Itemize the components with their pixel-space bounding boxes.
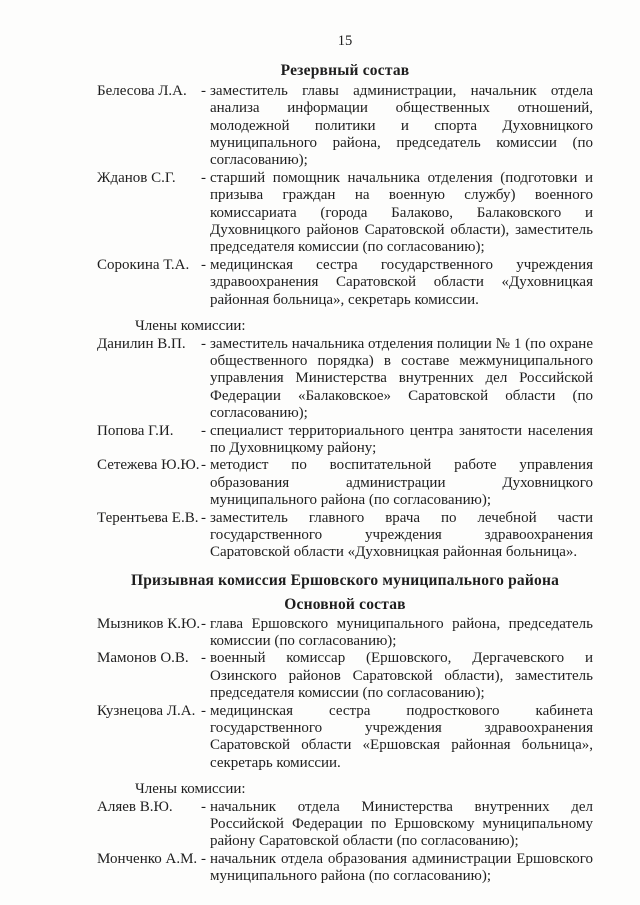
member-description-text: глава Ершовского муниципального района, председатель комиссии (по согласованию); [210, 615, 593, 649]
member-description [201, 615, 593, 651]
member-description [201, 335, 593, 423]
member-description-text: заместитель главного врача по лечебной части государственного учреждения здравоохранения Саратовской области «Духовницкая районная больница». [210, 509, 593, 561]
member-description [201, 457, 593, 509]
dash-separator: - [201, 798, 206, 815]
member-name: Терентьева Е.В. [97, 509, 199, 526]
member-entry [97, 650, 593, 702]
member-name: Аляев В.Ю. [97, 798, 173, 815]
commission-members-label: Члены комиссии: [135, 781, 246, 798]
member-name: Мамонов О.В. [97, 650, 189, 667]
member-description [201, 256, 593, 309]
page-number: 15 [337, 33, 353, 49]
section-ershov-commission [97, 572, 593, 886]
commission-title: Призывная комиссия Ершовского муниципального района [130, 571, 560, 589]
member-name: Белесова Л.А. [97, 82, 187, 99]
dash-separator: - [201, 850, 206, 867]
dash-separator: - [201, 650, 206, 667]
member-description [201, 422, 593, 458]
member-description-text: специалист территориального центра занятости населения по Духовницкому району; [210, 422, 593, 456]
member-entry [97, 703, 593, 773]
member-name: Данилин В.П. [97, 335, 186, 352]
member-entry [97, 799, 593, 851]
member-description-text: военный комиссар (Ершовского, Дергачевского и Озинского районов Саратовской области), заместитель председателя комиссии (по согласованию); [210, 650, 593, 702]
dash-separator: - [201, 256, 206, 273]
member-name: Сетежева Ю.Ю. [97, 457, 200, 474]
dash-separator: - [201, 335, 206, 352]
section-reserve-composition [97, 62, 593, 561]
member-description-text: медицинская сестра государственного учреждения здравоохранения Саратовской области «Духовницкая районная больница», секретарь комиссии. [210, 256, 593, 308]
dash-separator: - [201, 457, 206, 474]
member-description-text: медицинская сестра подросткового кабинета государственного учреждения здравоохранения Саратовской области «Ершовская районная больница», секретарь комиссии. [210, 702, 593, 771]
member-description-text: заместитель начальника отделения полиции № 1 (по охране общественного порядка) в составе межмуниципального управления Министерства внутренних дел Российской Федерации «Балаковское» Саратовской области (по согласованию); [210, 335, 593, 422]
dash-separator: - [201, 169, 206, 186]
member-entry [97, 257, 593, 309]
dash-separator: - [201, 702, 206, 719]
member-entry [97, 336, 593, 423]
member-description [201, 650, 593, 702]
member-description [201, 509, 593, 562]
member-description [201, 850, 593, 886]
member-entry [97, 170, 593, 257]
member-entry [97, 616, 593, 651]
member-name: Кузнецова Л.А. [97, 702, 196, 719]
member-description-text: старший помощник начальника отделения (подготовки и призыва граждан на военную службу) военного комиссариата (города Балаково, Балаковского и Духовницкого районов Саратовской области), заместитель председателя комиссии (по согласованию); [210, 169, 593, 256]
member-description-text: начальник отдела Министерства внутренних дел Российской Федерации по Ершовскому муниципальному району Саратовской области (по согласованию); [210, 798, 593, 850]
commission-members-label: Члены комиссии: [135, 318, 246, 335]
member-name: Жданов С.Г. [97, 169, 176, 186]
dash-separator: - [201, 509, 206, 526]
reserve-composition-title: Резервный состав [280, 62, 410, 80]
dash-separator: - [201, 615, 206, 632]
member-description-text: начальник отдела образования администрации Ершовского муниципального района (по согласованию); [210, 850, 593, 885]
member-name: Монченко А.М. [97, 850, 198, 867]
main-composition-title: Основной состав [284, 596, 406, 614]
member-name: Сорокина Т.А. [97, 256, 190, 273]
member-description [201, 82, 593, 170]
dash-separator: - [201, 422, 206, 439]
member-name: Попова Г.И. [97, 422, 174, 439]
member-description [201, 798, 593, 851]
member-entry [97, 457, 593, 509]
member-description [201, 169, 593, 257]
member-entry [97, 83, 593, 170]
member-description-text: заместитель главы администрации, начальник отдела анализа информации общественных отношений, молодежной политики и спорта Духовницкого муниципального района, председатель комиссии (по согласованию); [210, 82, 593, 169]
dash-separator: - [201, 82, 206, 99]
member-entry [97, 851, 593, 886]
member-name: Мызников К.Ю. [97, 615, 201, 632]
member-description-text: методист по воспитательной работе управления образования администрации Духовницкого муниципального района (по согласованию); [210, 457, 593, 509]
member-entry [97, 423, 593, 458]
member-entry [97, 510, 593, 562]
member-description [201, 702, 593, 773]
